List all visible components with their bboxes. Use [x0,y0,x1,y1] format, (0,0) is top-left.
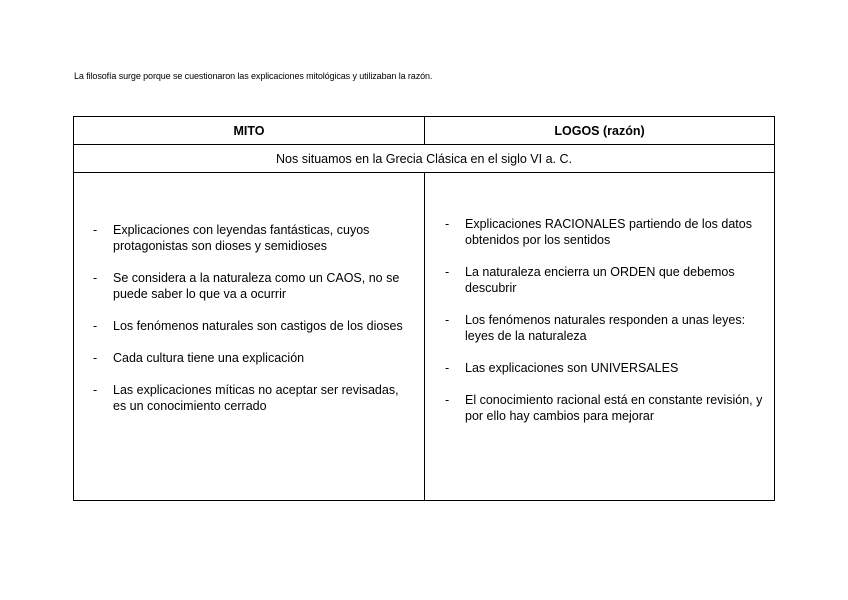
list-item [445,312,765,344]
logos-item-text: El conocimiento racional está en constante revisión, y por ello hay cambios para mejorar [465,393,763,423]
logos-item-text: Las explicaciones son UNIVERSALES [465,361,679,375]
header-mito: MITO [233,123,265,138]
mito-item-text: Cada cultura tiene una explicación [113,351,305,365]
list-item [93,222,413,254]
bullet-dash: - [445,313,450,327]
list-item [445,216,765,248]
list-item [93,382,413,414]
mito-item-text: Explicaciones con leyendas fantásticas, cuyos protagonistas son dioses y semidioses [113,223,370,253]
list-item [445,392,765,424]
intro-text: La filosofía surge porque se cuestionaron las explicaciones mitológicas y utilizaban la razón. [74,71,433,81]
list-item [445,264,765,296]
bullet-dash: - [93,223,98,237]
bullet-dash: - [445,217,450,231]
list-item [93,350,413,366]
subheader-text: Nos situamos en la Grecia Clásica en el siglo VI a. C. [276,151,572,166]
subheader-row [74,145,774,173]
mito-item-text: Las explicaciones míticas no aceptar ser revisadas, es un conocimiento cerrado [113,383,399,413]
list-item [93,318,413,334]
bullet-dash: - [445,393,450,407]
logos-item-text: La naturaleza encierra un ORDEN que debemos descubrir [465,265,735,295]
bullet-dash: - [93,319,98,333]
mito-item-text: Se considera a la naturaleza como un CAOS, no se puede saber lo que va a ocurrir [113,271,400,301]
bullet-dash: - [445,361,450,375]
bullet-dash: - [93,351,98,365]
list-item [93,270,413,302]
bullet-dash: - [93,383,98,397]
header-logos: LOGOS (razón) [554,123,645,138]
mito-list [93,222,413,430]
column-divider-top [424,117,425,145]
logos-item-text: Explicaciones RACIONALES partiendo de los datos obtenidos por los sentidos [465,217,752,247]
list-item [445,360,765,376]
logos-list [445,216,765,440]
bullet-dash: - [445,265,450,279]
mito-item-text: Los fenómenos naturales son castigos de los dioses [113,319,403,333]
logos-item-text: Los fenómenos naturales responden a unas leyes: leyes de la naturaleza [465,313,746,343]
column-divider-body [424,173,425,501]
bullet-dash: - [93,271,98,285]
